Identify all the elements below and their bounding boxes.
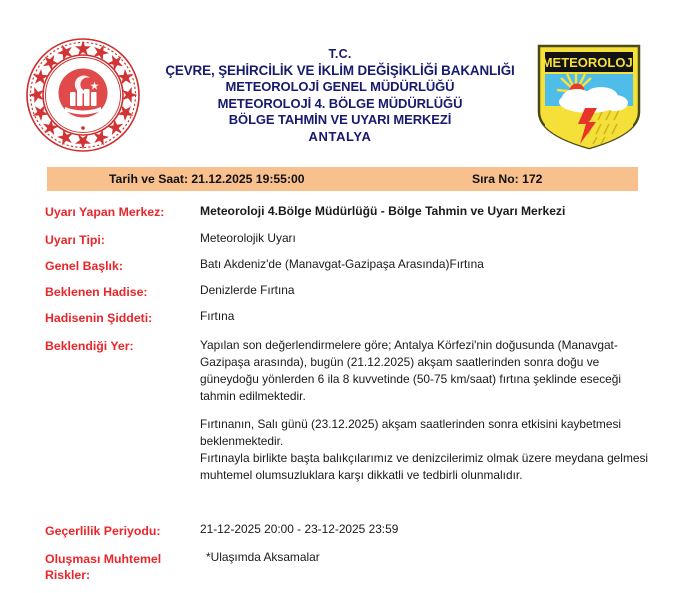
meteoroloji-badge-label: METEOROLOJİ	[541, 55, 637, 70]
label-validity-period: Geçerlilik Periyodu:	[45, 524, 161, 539]
expected-area-paragraph-3: Fırtınayla birlikte başta balıkçılarımız ve denizcilerimiz olmak üzere meydana gelmesi muhtemel olumsuzluklara karşı dikkatli ve tedbirli olunmalıdır.	[200, 451, 649, 483]
value-warning-type: Meteorolojik Uyarı	[200, 231, 296, 245]
field-row-general-title	[0, 257, 680, 283]
expected-area-paragraph-2: Fırtınanın, Salı günü (23.12.2025) akşam saatlerinden sonra etkisini kaybetmesi beklenmektedir.	[200, 416, 622, 448]
label-possible-risks	[45, 550, 200, 583]
value-validity-period: 21-12-2025 20:00 - 23-12-2025 23:59	[200, 522, 399, 537]
document-header	[0, 0, 680, 145]
title-line-region: METEOROLOJİ 4. BÖLGE MÜDÜRLÜĞÜ	[217, 95, 463, 111]
organization-title	[150, 46, 530, 146]
label-possible-risks-line2: Riskler:	[45, 568, 91, 583]
field-row-validity-period	[0, 522, 680, 550]
date-sequence-bar	[47, 167, 638, 191]
value-possible-risks: *Ulaşımda Aksamalar	[206, 550, 320, 565]
value-expected-area-paragraph-1: Yapılan son değerlendirmelere göre; Antalya Körfezi'nin doğusunda (Manavgat-Gazipaşa arasında), bugün (21.12.2025) akşam saatlerinden sonra doğu ve güneydoğu yönlerden 6 ila 8 kuvvetinde (50-75 km/saat) fırtına şeklinde eseceği tahmin edilmektedir.	[200, 338, 622, 403]
field-row-severity	[0, 309, 680, 337]
label-expected-area: Beklendiği Yer:	[45, 339, 134, 353]
title-line-general: METEOROLOJİ GENEL MÜDÜRLÜĞÜ	[225, 79, 455, 95]
sequence-number-text: Sıra No: 172	[472, 172, 543, 186]
value-issuing-center: Meteoroloji 4.Bölge Müdürlüğü - Bölge Tahmin ve Uyarı Merkezi	[200, 204, 566, 218]
field-row-expected-event	[0, 283, 680, 309]
field-row-expected-area	[0, 337, 680, 405]
turkish-ministry-seal-icon	[24, 36, 142, 154]
value-severity: Fırtına	[200, 309, 235, 323]
label-warning-type: Uyarı Tipi:	[45, 233, 105, 247]
date-time-text: Tarih ve Saat: 21.12.2025 19:55:00	[109, 172, 305, 186]
value-general-title: Batı Akdeniz'de (Manavgat-Gazipaşa Arasında)Fırtına	[200, 257, 484, 271]
label-severity: Hadisenin Şiddeti:	[45, 311, 153, 325]
meteoroloji-shield-icon	[533, 40, 645, 152]
label-issuing-center: Uyarı Yapan Merkez:	[45, 205, 165, 219]
title-line-center: BÖLGE TAHMİN VE UYARI MERKEZİ	[228, 112, 452, 128]
label-possible-risks-line1: Oluşması Muhtemel	[45, 552, 162, 567]
title-line-ministry: ÇEVRE, ŞEHİRCİLİK VE İKLİM DEĞİŞİKLİĞİ BAKANLIĞI	[165, 63, 515, 78]
value-expected-event: Denizlerde Fırtına	[200, 283, 295, 297]
label-general-title: Genel Başlık:	[45, 259, 123, 273]
title-line-tc: T.C.	[328, 47, 352, 61]
title-line-city: ANTALYA	[308, 129, 372, 145]
field-row-possible-risks	[0, 550, 680, 583]
field-row-issuing-center	[0, 203, 680, 231]
warning-details	[0, 203, 680, 584]
label-expected-event: Beklenen Hadise:	[45, 285, 148, 299]
field-row-warning-type	[0, 231, 680, 257]
